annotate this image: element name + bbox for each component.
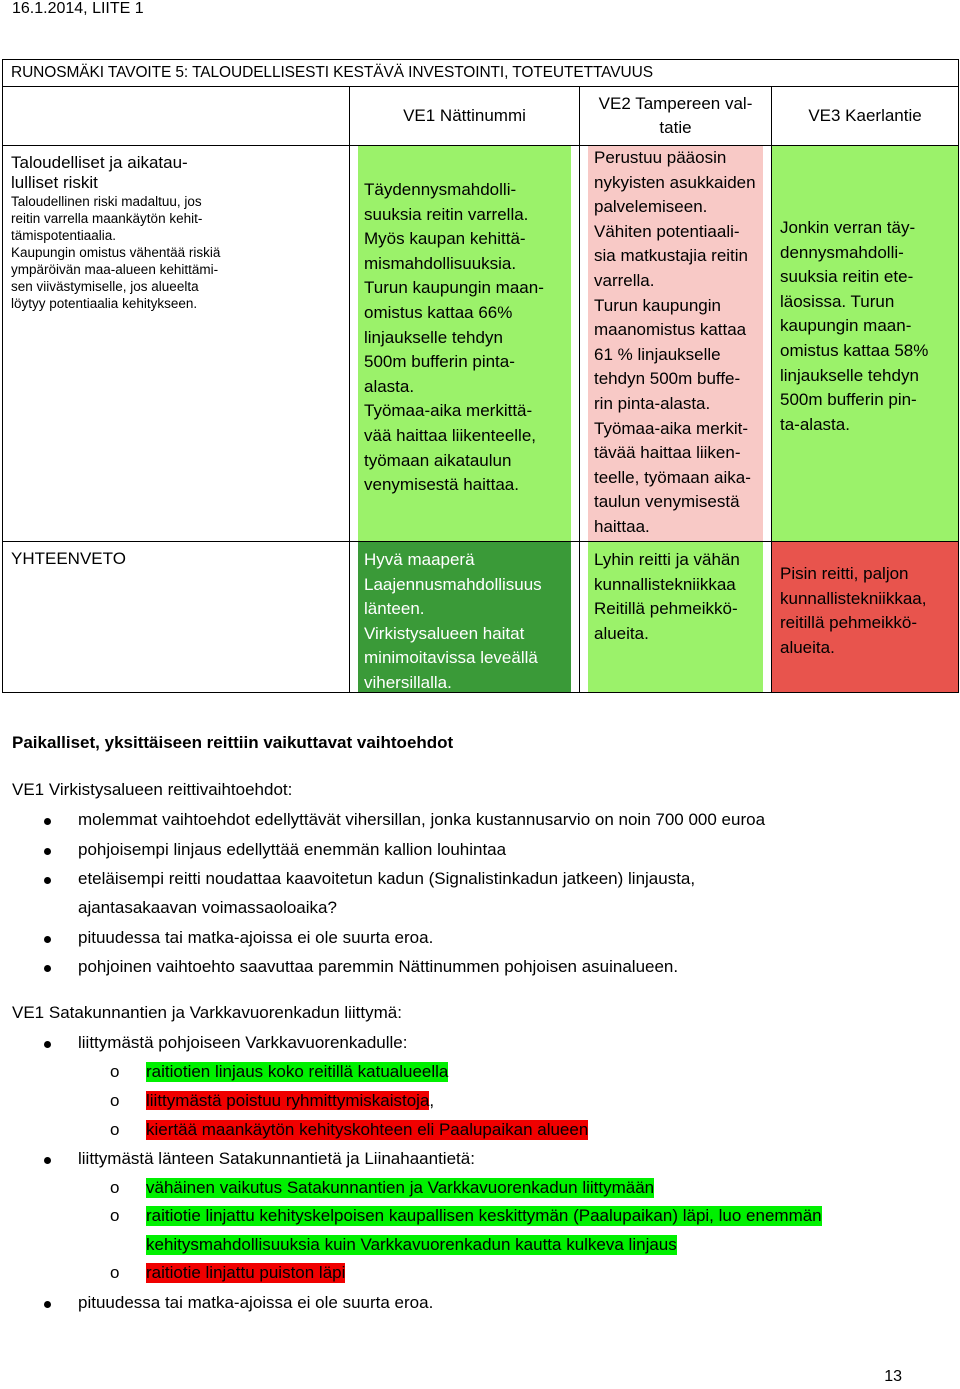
cell-text-line: linjaukselle tehdyn [780,365,919,385]
cell-ve1-risks [350,146,580,542]
cell-text-line: alasta. [364,376,415,396]
cell-text-line: Myös kaupan kehittä- [364,229,526,249]
section-heading: Paikalliset, yksittäiseen reittiin vaikuttavat vaihtoehdot [12,733,454,752]
cell-ve2-risks [580,146,772,542]
cell-text-line: taulun venymisestä [594,492,740,512]
cell-text-line: 500m bufferin pin- [780,390,917,410]
cell-text-line: ta-alasta. [780,414,850,434]
cell-text-line: 61 % linjaukselle [594,344,721,364]
cell-text-line: tehdyn 500m buffe- [594,369,741,389]
cell-text-line: Jonkin verran täy- [780,218,916,237]
cell-text-line: alueita. [594,623,649,643]
row-description-line: sen viivästymiselle, jos alueelta [11,279,199,294]
cell-text-line: kaupungin maan- [780,316,912,336]
cell-ve2-summary [580,542,772,693]
col-header-ve3: VE3 Kaerlantie [772,87,959,146]
col-header-ve1: VE1 Nättinummi [350,87,580,146]
cell-ve3-risks [772,146,959,542]
cell-text-line: haittaa. [594,516,650,536]
cell-text-line: vää haittaa liikenteelle, [364,425,537,445]
header-date: 16.1.2014, LIITE 1 [12,0,144,17]
cell-text-line: venymisestä haittaa. [364,475,519,495]
cell-text-line: työmaan aikataulun [364,450,512,470]
cell-text-line: alueita. [780,637,835,657]
row-description-line: löytyy potentiaalia kehitykseen. [11,296,198,311]
cell-text-line: vihersillalla. [364,672,452,692]
cell-text-line: läosissa. Turun [780,291,895,311]
cell-text-line: Täydennysmahdolli- [364,180,517,199]
cell-text-line: länteen. [364,599,425,619]
cell-text-line: rin pinta-alasta. [594,393,711,413]
cell-text-line: dennysmahdolli- [780,242,904,262]
row-label-line: lulliset riskit [11,173,98,192]
cell-text-line: linjaukselle tehdyn [364,327,503,347]
cell-text-line: mismahdollisuuksia. [364,253,517,273]
row-description-line: tämispotentiaalia. [11,228,117,243]
cell-ve3-summary [772,542,959,693]
cell-text-line: sia matkustajia reitin [594,246,749,266]
col-header-ve2: VE2 Tampereen val- tatie [580,87,772,146]
cell-text-line: Reitillä pehmeikkö- [594,599,738,619]
cell-text-line: teelle, työmaan aika- [594,467,751,487]
cell-text-line: kunnallistekniikkaa [594,574,736,594]
cell-ve1-summary [350,542,580,693]
row-description-line: Kaupungin omistus vähentää riskiä [11,245,221,260]
cell-text-line: minimoitavissa leveällä [364,648,538,668]
group2-title: VE1 Satakunnantien ja Varkkavuorenkadun liittymä: [12,1003,402,1022]
cell-text-line: palvelemiseen. [594,197,708,217]
header-empty [3,87,350,146]
cell-text-line: Virkistysalueen haitat [364,623,525,643]
cell-text-line: Pisin reitti, paljon [780,564,909,583]
cell-text-line: omistus kattaa 66% [364,302,513,322]
cell-text-line: reitillä pehmeikkö- [780,613,917,633]
row-label-line: Taloudelliset ja aikatau- [11,153,188,172]
cell-text-line: nykyisten asukkaiden [594,172,756,192]
cell-text-line: Vähiten potentiaali- [594,221,740,241]
cell-text-line: Lyhin reitti ja vähän [594,550,740,569]
cell-text-line: suuksia reitin ete- [780,267,914,287]
cell-text-line: kunnallistekniikkaa, [780,588,927,608]
cell-text-line: Työmaa-aika merkittä- [364,401,533,421]
cell-text-line: Hyvä maaperä [364,550,475,569]
row-label-risks [3,146,350,542]
cell-text-line: Turun kaupungin maan- [364,278,544,298]
cell-text-line: Laajennusmahdollisuus [364,574,542,594]
cell-text-line: Työmaa-aika merkit- [594,418,748,438]
group1-title: VE1 Virkistysalueen reittivaihtoehdot: [12,780,293,799]
page-number: 13 [884,1368,902,1385]
cell-text-line: Turun kaupungin [594,295,721,315]
row-description-line: Taloudellinen riski madaltuu, jos [11,194,202,209]
cell-text-line: Perustuu pääosin [594,148,727,167]
assessment-table [2,59,959,693]
row-label-summary: YHTEENVETO [3,542,350,693]
table-title: RUNOSMÄKI TAVOITE 5: TALOUDELLISESTI KESTÄVÄ INVESTOINTI, TOTEUTETTAVUUS [3,60,959,87]
cell-text-line: maanomistus kattaa [594,320,747,340]
row-description-line: ympäröivän maa-alueen kehittämi- [11,262,219,277]
cell-text-line: omistus kattaa 58% [780,340,929,360]
cell-text-line: 500m bufferin pinta- [364,352,515,372]
cell-text-line: tävää haittaa liiken- [594,443,741,463]
row-description-line: reitin varrella maankäytön kehit- [11,211,203,226]
cell-text-line: varrella. [594,270,655,290]
cell-text-line: suuksia reitin varrella. [364,204,529,224]
